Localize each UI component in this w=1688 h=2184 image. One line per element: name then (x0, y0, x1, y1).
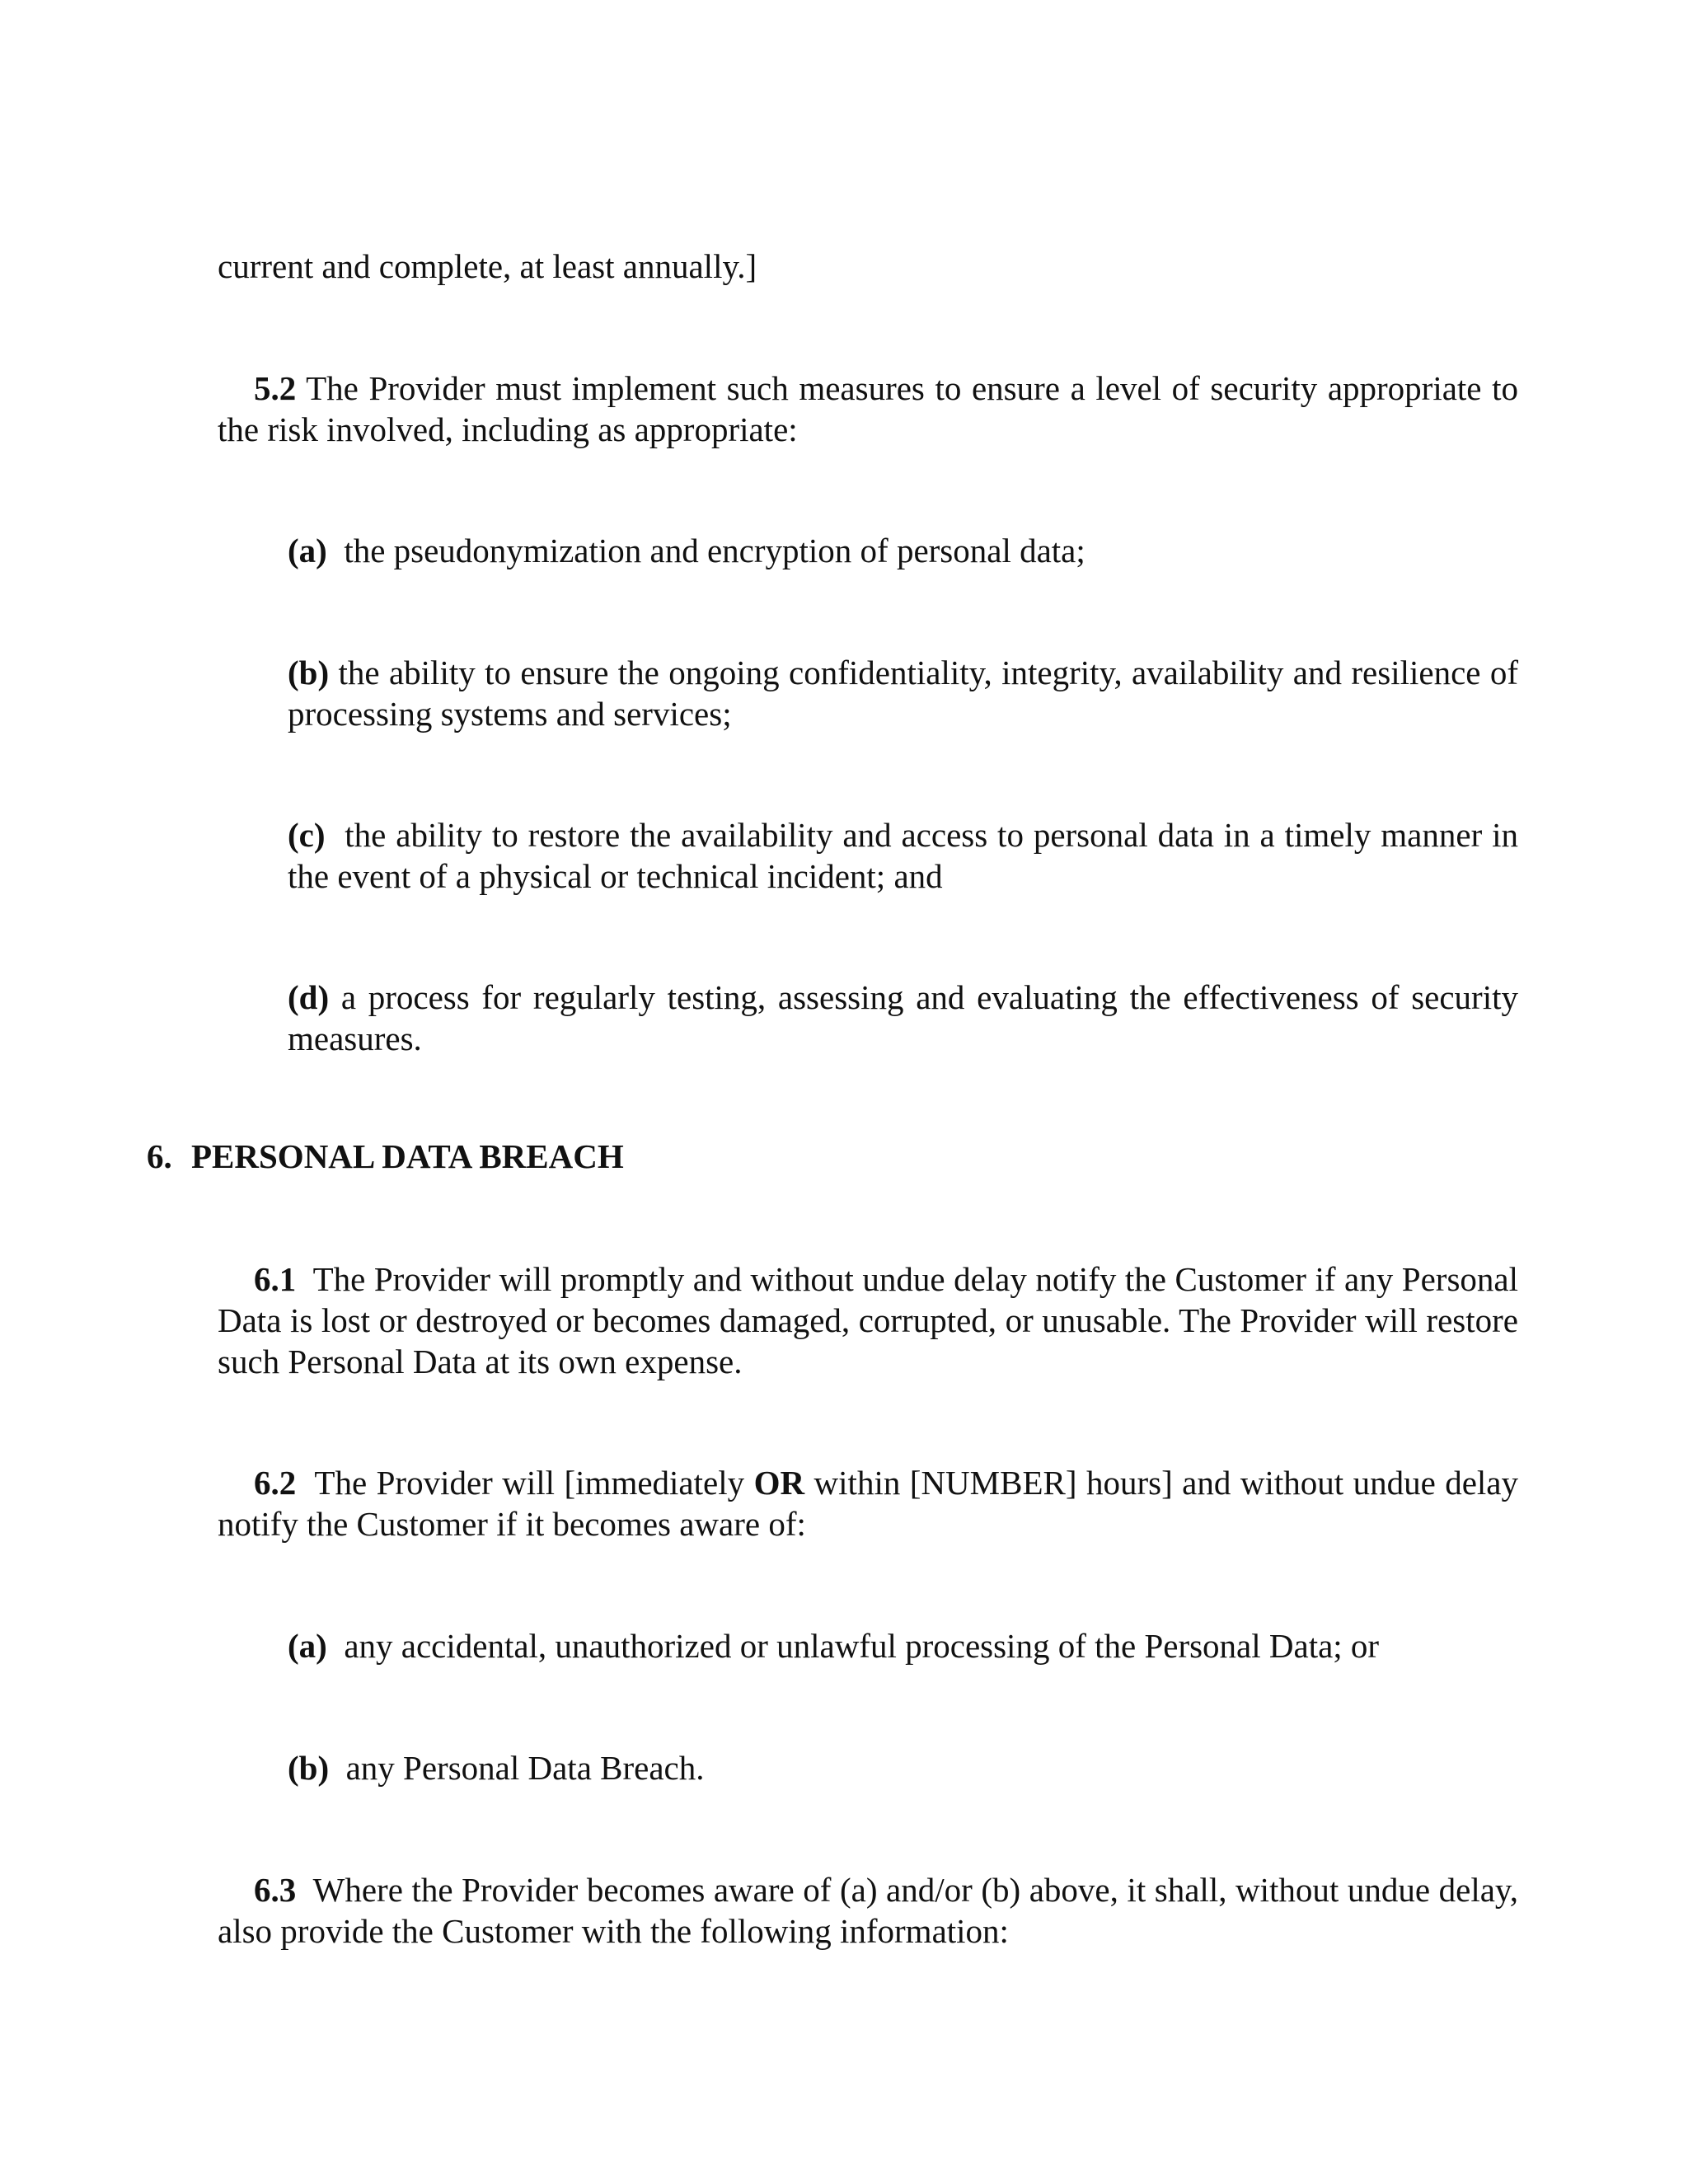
clause-number: 6.2 (254, 1464, 297, 1502)
clause-6-2 (218, 1462, 1518, 1544)
item-text: the ability to ensure the ongoing confidentiality, integrity, availability and resilience of processing systems and services; (288, 654, 1518, 733)
clause-5-2-item-d (288, 977, 1518, 1059)
item-label: (c) (288, 816, 326, 854)
item-label: (d) (288, 978, 330, 1016)
item-text: the ability to restore the availability and access to personal data in a timely manner in the event of a physical or technical incident; and (288, 816, 1518, 895)
item-text: a process for regularly testing, assessing and evaluating the effectiveness of security measures. (288, 978, 1518, 1057)
clause-text-after: within [NUMBER] hours] and without undue delay notify the Customer if it becomes aware of: (218, 1464, 1519, 1543)
item-text: any accidental, unauthorized or unlawful processing of the Personal Data; or (344, 1627, 1380, 1665)
clause-text: The Provider must implement such measures to ensure a level of security appropriate to the risk involved, including as appropriate: (218, 369, 1519, 448)
clause-5-2-item-a (288, 530, 1518, 571)
section-number: 6. (147, 1137, 172, 1175)
continuation-text-content: current and complete, at least annually.] (218, 247, 757, 285)
item-text: any Personal Data Breach. (345, 1749, 705, 1787)
clause-emphasis: OR (753, 1464, 805, 1502)
item-label: (a) (288, 532, 327, 569)
clause-number: 5.2 (254, 369, 297, 407)
clause-text: Where the Provider becomes aware of (a) and/or (b) above, it shall, without undue delay, also provide the Customer with the following information: (218, 1871, 1518, 1950)
clause-5-2 (218, 368, 1518, 450)
item-label: (b) (288, 654, 330, 691)
clause-number: 6.3 (254, 1871, 297, 1909)
section-heading (147, 1136, 624, 1177)
clause-text-before: The Provider will [immediately (314, 1464, 745, 1502)
item-label: (b) (288, 1749, 330, 1787)
clause-5-2-item-b (288, 652, 1518, 734)
clause-number: 6.1 (254, 1260, 297, 1298)
clause-6-3 (218, 1869, 1518, 1952)
clause-5-2-item-c (288, 814, 1518, 897)
clause-6-1 (218, 1258, 1518, 1382)
section-title: PERSONAL DATA BREACH (191, 1137, 624, 1175)
item-text: the pseudonymization and encryption of personal data; (344, 532, 1085, 569)
continuation-text (218, 246, 1518, 287)
clause-6-2-item-a (288, 1625, 1518, 1666)
item-label: (a) (288, 1627, 327, 1665)
clause-text: The Provider will promptly and without undue delay notify the Customer if any Personal Data is lost or destroyed or becomes damaged, corrupted, or unusable. The Provider will restore such Personal Data at its own expense. (218, 1260, 1518, 1380)
clause-6-2-item-b (288, 1747, 1518, 1788)
